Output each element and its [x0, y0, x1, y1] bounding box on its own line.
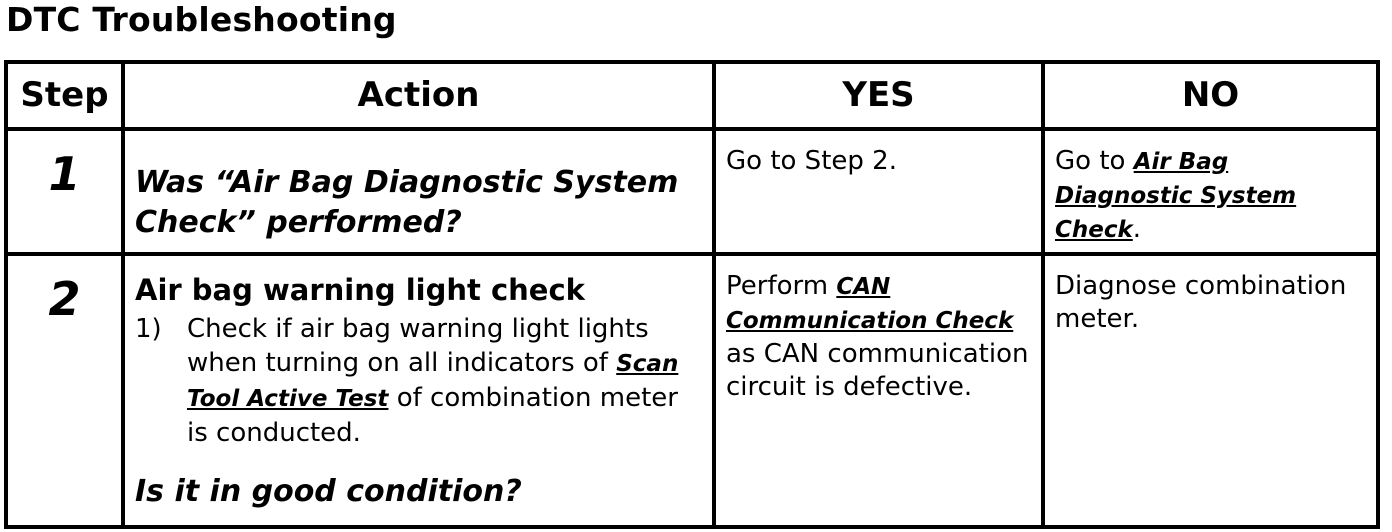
list-item-text-b: of combination meter is conducted. — [187, 383, 678, 449]
action-cell-1 — [123, 129, 714, 254]
header-step: Step — [6, 62, 123, 129]
troubleshooting-table — [4, 60, 1380, 529]
scan-tool-active-test-link[interactable]: Scan Tool Active Test — [187, 351, 679, 413]
table-row-step-2 — [6, 254, 1378, 527]
no-cell-2 — [1043, 254, 1378, 527]
table-header-row — [6, 62, 1378, 129]
header-action: Action — [123, 62, 714, 129]
page-title: DTC Troubleshooting — [6, 0, 397, 39]
can-communication-check-link[interactable]: CAN Communication Check — [726, 274, 1014, 335]
yes-cell-1 — [714, 129, 1043, 254]
step-number-1: 1 — [6, 129, 123, 254]
step-2-yes-text — [726, 270, 1031, 404]
header-no: NO — [1043, 62, 1378, 129]
step-1-no-text — [1055, 145, 1366, 247]
step-1-question: Was “Air Bag Diagnostic System Check” performed? — [135, 164, 679, 240]
step-2-heading: Air bag warning light check — [135, 273, 585, 308]
step-2-list-item — [135, 312, 702, 450]
step-1-no-prefix: Go to — [1055, 145, 1134, 176]
action-cell-2 — [123, 254, 714, 527]
list-item-text — [187, 312, 702, 450]
step-2-question: Is it in good condition? — [135, 474, 522, 510]
table-row-step-1 — [6, 129, 1378, 254]
step-number-2: 2 — [6, 254, 123, 527]
list-item-text-a: Check if air bag warning light lights when turning on all indicators of — [187, 314, 649, 379]
no-cell-1 — [1043, 129, 1378, 254]
step-2-yes-suffix: as CAN communication circuit is defective. — [726, 339, 1029, 403]
step-2-yes-prefix: Perform — [726, 271, 837, 302]
step-1-yes-text: Go to Step 2. — [726, 145, 897, 176]
yes-cell-2 — [714, 254, 1043, 527]
air-bag-diagnostic-system-check-link[interactable]: Air Bag Diagnostic System Check — [1055, 148, 1297, 243]
list-item-number: 1) — [135, 314, 162, 345]
header-yes: YES — [714, 62, 1043, 129]
step-2-no-text: Diagnose combination meter. — [1055, 271, 1347, 335]
step-1-no-suffix: . — [1132, 213, 1142, 244]
